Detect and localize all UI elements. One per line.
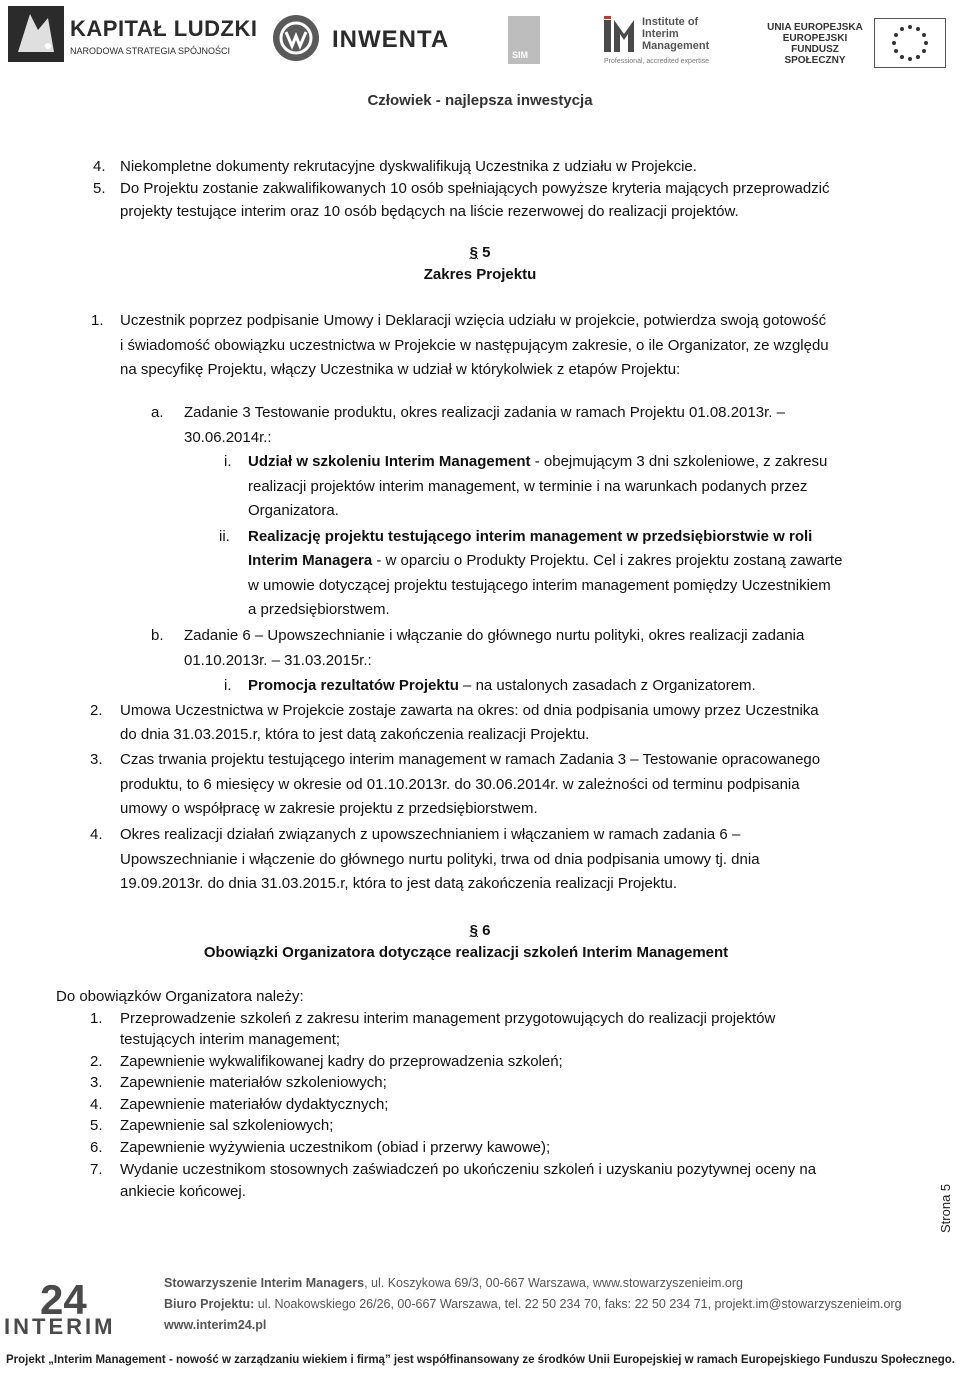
slogan: Człowiek - najlepsza inwestycja — [367, 92, 593, 109]
footer-org-name: Stowarzyszenie Interim Managers — [164, 1276, 365, 1290]
bold-text: Interim Managera — [248, 552, 373, 569]
section-symbol: § — [469, 922, 478, 939]
paragraph-line: Okres realizacji działań związanych z upowszechnianiem i włączaniem w ramach zadania 6 – — [120, 826, 741, 843]
list-number: 5. — [93, 180, 106, 197]
sim-logo — [508, 16, 540, 64]
list-number: 7. — [90, 1161, 103, 1178]
paragraph-line: do dnia 31.03.2015.r, która to jest datą zakończenia realizacji Projektu. — [120, 726, 590, 743]
list-number: 3. — [90, 1074, 103, 1091]
interim24-logo-number: 24 — [40, 1276, 87, 1323]
list-item-text: ankiecie końcowej. — [120, 1183, 246, 1200]
list-item-text: Niekompletne dokumenty rekrutacyjne dyskwalifikują Uczestnika z udziału w Projekcie. — [120, 158, 697, 175]
page-footer — [0, 1262, 960, 1374]
list-number: 1. — [90, 1010, 103, 1027]
paragraph-line: realizacji projektów interim management, w terminie i na warunkach podanych przez — [248, 478, 808, 495]
iim-logo — [604, 14, 724, 66]
paragraph-line — [248, 453, 827, 471]
plain-text: - w oparciu o Produkty Projektu. Cel i zakres projektu zostaną zawarte — [372, 552, 843, 569]
section-number: 5 — [482, 244, 491, 261]
paragraph-line: Zadanie 6 – Upowszechnianie i włączanie do głównego nurtu polityki, okres realizacji zadania — [184, 627, 805, 644]
kapital-ludzki-emblem-icon — [8, 6, 64, 62]
list-roman: i. — [224, 453, 232, 470]
paragraph-line — [248, 552, 842, 570]
interim24-logo — [4, 1276, 122, 1339]
list-item-text: projekty testujące interim oraz 10 osób będących na liście rezerwowej do realizacji projektów. — [120, 203, 739, 220]
interim24-logo-text: INTERIM — [4, 1314, 116, 1339]
section-5-number — [0, 244, 960, 262]
plain-text: - obejmującym 3 dni szkoleniowe, z zakresu — [530, 453, 828, 470]
iim-mark-icon — [604, 16, 638, 52]
kapital-ludzki-title: KAPITAŁ LUDZKI — [70, 16, 258, 41]
list-item-text: Zapewnienie sal szkoleniowych; — [120, 1117, 334, 1134]
footer-office-address: ul. Noakowskiego 26/26, 00-667 Warszawa, tel. 22 50 234 70, faks: 22 50 234 71, projekt.im@stowarzyszenieim.org — [254, 1297, 902, 1311]
inwenta-logo — [272, 10, 472, 66]
list-roman: i. — [224, 677, 232, 694]
paragraph-line: 01.10.2013r. – 31.03.2015r.: — [184, 652, 372, 669]
list-item-text: testujących interim management; — [120, 1031, 341, 1048]
paragraph-line: Upowszechnianie i włączenie do głównego nurtu polityki, trwa od dnia podpisania umowy tj. dnia — [120, 851, 760, 868]
paragraph-line — [248, 677, 756, 695]
page-header — [0, 0, 960, 115]
list-item-text: Zapewnienie materiałów dydaktycznych; — [120, 1096, 389, 1113]
list-item-text: Do Projektu zostanie zakwalifikowanych 10 osób spełniających powyższe kryteria mających przeprowadzić — [120, 180, 830, 197]
list-number: 4. — [93, 158, 106, 175]
paragraph-line: i świadomość obowiązku uczestnictwa w Projekcie w następującym zakresie, o ile Organizator, ze względu — [120, 337, 829, 354]
section-symbol: § — [469, 244, 478, 261]
iim-name: Institute of Interim Management — [642, 16, 710, 52]
paragraph-line: w umowie dotyczącej projektu testującego interim management pomiędzy Uczestnikiem — [248, 577, 831, 594]
eu-flag-icon — [874, 18, 946, 68]
paragraph-line: Organizatora. — [248, 502, 339, 519]
kapital-ludzki-logo — [8, 6, 258, 64]
list-number: 5. — [90, 1117, 103, 1134]
footer-organization — [164, 1276, 743, 1290]
inwenta-text: INWENTA — [332, 26, 450, 53]
iim-tagline: Professional, accredited expertise — [604, 58, 710, 65]
paragraph-line: umowy o współpracę w zakresie projektu z przedsiębiorstwem. — [120, 800, 538, 817]
paragraph-line: na specyfikę Projektu, włączy Uczestnika w udział w którykolwiek z etapów Projektu: — [120, 361, 681, 378]
footer-cofinancing-note: Projekt „Interim Management - nowość w zarządzaniu wiekiem i firmą” jest współfinansowany ze środków Unii Europejskiej w ramach Europejskiego Funduszu Społecznego. — [6, 1354, 955, 1366]
eu-logo-text: UNIA EUROPEJSKA EUROPEJSKI FUNDUSZ SPOŁECZNY — [767, 22, 863, 66]
paragraph-line: Umowa Uczestnictwa w Projekcie zostaje zawarta na okres: od dnia podpisania umowy przez Uczestnika — [120, 702, 819, 719]
paragraph-line: a przedsiębiorstwem. — [248, 601, 390, 618]
plain-text: – na ustalonych zasadach z Organizatorem. — [458, 677, 756, 694]
list-item-text: Zapewnienie materiałów szkoleniowych; — [120, 1074, 387, 1091]
section-6-number — [0, 922, 960, 940]
paragraph-line — [248, 528, 812, 546]
list-item-text: Przeprowadzenie szkoleń z zakresu interim management przygotowujących do realizacji projektów — [120, 1010, 776, 1027]
section-number: 6 — [482, 922, 491, 939]
footer-website[interactable]: www.interim24.pl — [164, 1318, 267, 1332]
sim-logo-text: SIM — [512, 50, 529, 60]
list-number: 4. — [90, 1096, 103, 1113]
inwenta-mark-icon — [272, 14, 320, 62]
list-letter: a. — [151, 404, 164, 421]
footer-org-address: , ul. Koszykowa 69/3, 00-667 Warszawa, www.stowarzyszenieim.org — [364, 1276, 743, 1290]
paragraph-line: Czas trwania projektu testującego interim management w ramach Zadania 3 – Testowanie opracowanego — [120, 751, 821, 768]
list-number: 6. — [90, 1139, 103, 1156]
bold-text: Udział w szkoleniu Interim Management — [248, 453, 531, 470]
bold-text: Promocja rezultatów Projektu — [248, 677, 459, 694]
paragraph-line: 19.09.2013r. do dnia 31.03.2015.r, która to jest datą zakończenia realizacji Projektu. — [120, 875, 678, 892]
list-number: 2. — [90, 1053, 103, 1070]
paragraph-line: Zadanie 3 Testowanie produktu, okres realizacji zadania w ramach Projektu 01.08.2013r. – — [184, 404, 785, 421]
list-number: 1. — [91, 312, 104, 329]
list-number: 4. — [90, 826, 103, 843]
list-number: 2. — [90, 702, 103, 719]
footer-project-office — [164, 1297, 902, 1311]
list-letter: b. — [151, 627, 164, 644]
list-roman: ii. — [219, 528, 230, 545]
section-5-title: Zakres Projektu — [423, 266, 537, 283]
eu-logo — [762, 18, 952, 68]
list-item-text: Wydanie uczestnikom stosownych zaświadczeń po ukończeniu szkoleń i uzyskaniu pozytywnej oceny na — [120, 1161, 817, 1178]
paragraph-line: produktu, to 6 miesięcy w okresie od 01.10.2013r. do 30.06.2014r. w zależności od terminu podpisania — [120, 776, 800, 793]
list-number: 3. — [90, 751, 103, 768]
page-number-text: Strona 5 — [938, 1183, 953, 1233]
footer-office-label: Biuro Projektu: — [164, 1297, 255, 1311]
paragraph-line: Uczestnik poprzez podpisanie Umowy i Deklaracji wzięcia udziału w projekcie, potwierdza swoją gotowość — [120, 312, 827, 329]
list-item-text: Zapewnienie wykwalifikowanej kadry do przeprowadzenia szkoleń; — [120, 1053, 563, 1070]
section-6-title: Obowiązki Organizatora dotyczące realizacji szkoleń Interim Management — [203, 944, 729, 961]
list-item-text: Zapewnienie wyżywienia uczestnikom (obiad i przerwy kawowe); — [120, 1139, 551, 1156]
section-6-intro: Do obowiązków Organizatora należy: — [56, 988, 304, 1005]
kapital-ludzki-subtitle: NARODOWA STRATEGIA SPÓJNOŚCI — [70, 46, 231, 56]
bold-text: Realizację projektu testującego interim management w przedsiębiorstwie w roli — [248, 528, 813, 545]
paragraph-line: 30.06.2014r.: — [184, 429, 272, 446]
page-number-label — [936, 1175, 960, 1235]
